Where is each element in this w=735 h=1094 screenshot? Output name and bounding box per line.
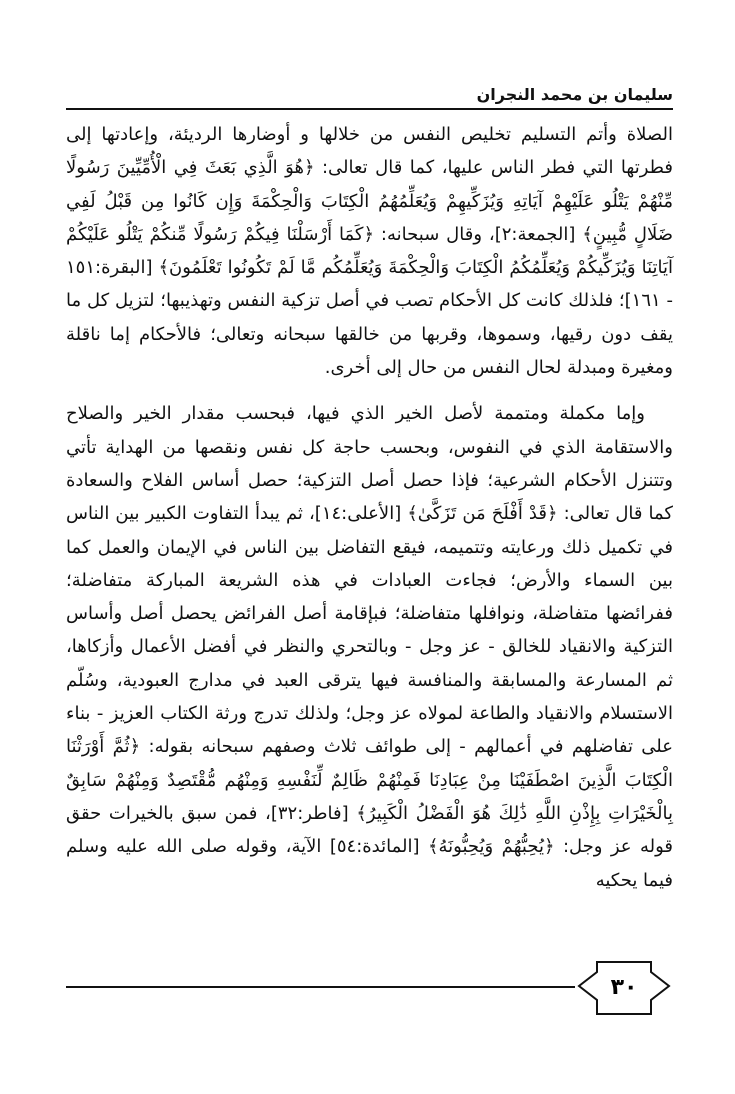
running-header: [66, 78, 673, 110]
paragraph-1: الصلاة وأتم التسليم تخليص النفس من خلالها و أوضارها الرديئة، وإعادتها إلى فطرتها التي فطر الناس عليها، كما قال تعالى: ﴿هُوَ الَّذِي بَعَثَ فِي الْأُمِّيِّينَ رَسُولًا مِّنْهُمْ يَتْلُو عَلَيْهِمْ آيَاتِهِ وَيُزَكِّيهِمْ وَيُعَلِّمُهُمُ الْكِتَابَ وَالْحِكْمَةَ وَإِن كَانُوا مِن قَبْلُ لَفِي ضَلَالٍ مُّبِينٍ﴾ [الجمعة:٢]، وقال سبحانه: ﴿كَمَا أَرْسَلْنَا فِيكُمْ رَسُولًا مِّنكُمْ يَتْلُو عَلَيْكُمْ آيَاتِنَا وَيُزَكِّيكُمْ وَيُعَلِّمُكُمُ الْكِتَابَ وَالْحِكْمَةَ وَيُعَلِّمُكُم مَّا لَمْ تَكُونُوا تَعْلَمُونَ﴾ [البقرة:١٥١ - ١٦١]؛ فلذلك كانت كل الأحكام تصب في أصل تزكية النفس وتهذيبها؛ لتزيل كل ما يقف دون رقيها، وسموها، وقربها من خالقها سبحانه وتعالى؛ فالأحكام إما ناقلة ومغيرة ومبدلة لحال النفس من حال إلى أخرى.: [66, 124, 673, 379]
page-number-badge: [575, 958, 673, 1018]
body-text: [66, 118, 673, 897]
page-footer: [66, 958, 673, 1018]
page-number: ٣٠: [610, 975, 638, 1000]
footer-rule: [66, 986, 575, 988]
paragraph-2: وإما مكملة ومتممة لأصل الخير الذي فيها، فبحسب مقدار الخير والصلاح والاستقامة الذي في النفوس، وبحسب حاجة كل نفس ونقصها من الهداية تأتي وتتنزل الأحكام الشرعية؛ فإذا حصل أصل التزكية؛ حصل أساس الفلاح والسعادة كما قال تعالى: ﴿قَدْ أَفْلَحَ مَن تَزَكَّىٰ﴾ [الأعلى:١٤]، ثم يبدأ التفاوت الكبير بين الناس في تكميل ذلك ورعايته وتتميمه، فيقع التفاضل بين الناس في الإيمان والعمل كما بين السماء والأرض؛ فجاءت العبادات في هذه الشريعة المباركة متفاضلة؛ ففرائضها متفاضلة، ونوافلها متفاضلة؛ فبإقامة أصل الفرائض يحصل أصل وأساس التزكية والانقياد للخالق - عز وجل - وبالتحري والنظر في أفضل الأعمال وأزكاها، ثم المسارعة والمسابقة والمنافسة فيها يترقى العبد في مدارج العبودية، وسُلّم الاستسلام والانقياد والطاعة لمولاه عز وجل؛ ولذلك تدرج ورثة الكتاب العزيز - بناء على تفاضلهم في أعمالهم - إلى طوائف ثلاث وصفهم سبحانه بقوله: ﴿ثُمَّ أَوْرَثْنَا الْكِتَابَ الَّذِينَ اصْطَفَيْنَا مِنْ عِبَادِنَا فَمِنْهُمْ ظَالِمٌ لِّنَفْسِهِ وَمِنْهُم مُّقْتَصِدٌ وَمِنْهُمْ سَابِقٌ بِالْخَيْرَاتِ بِإِذْنِ اللَّهِ ذَٰلِكَ هُوَ الْفَضْلُ الْكَبِيرُ﴾ [فاطر:٣٢]، فمن سبق بالخيرات حقق قوله عز وجل: ﴿يُحِبُّهُمْ وَيُحِبُّونَهُ﴾ [المائدة:٥٤] الآية، وقوله صلى الله عليه وسلم فيما يحكيه: [66, 403, 674, 891]
header-author: سليمان بن محمد النجران: [476, 85, 673, 104]
